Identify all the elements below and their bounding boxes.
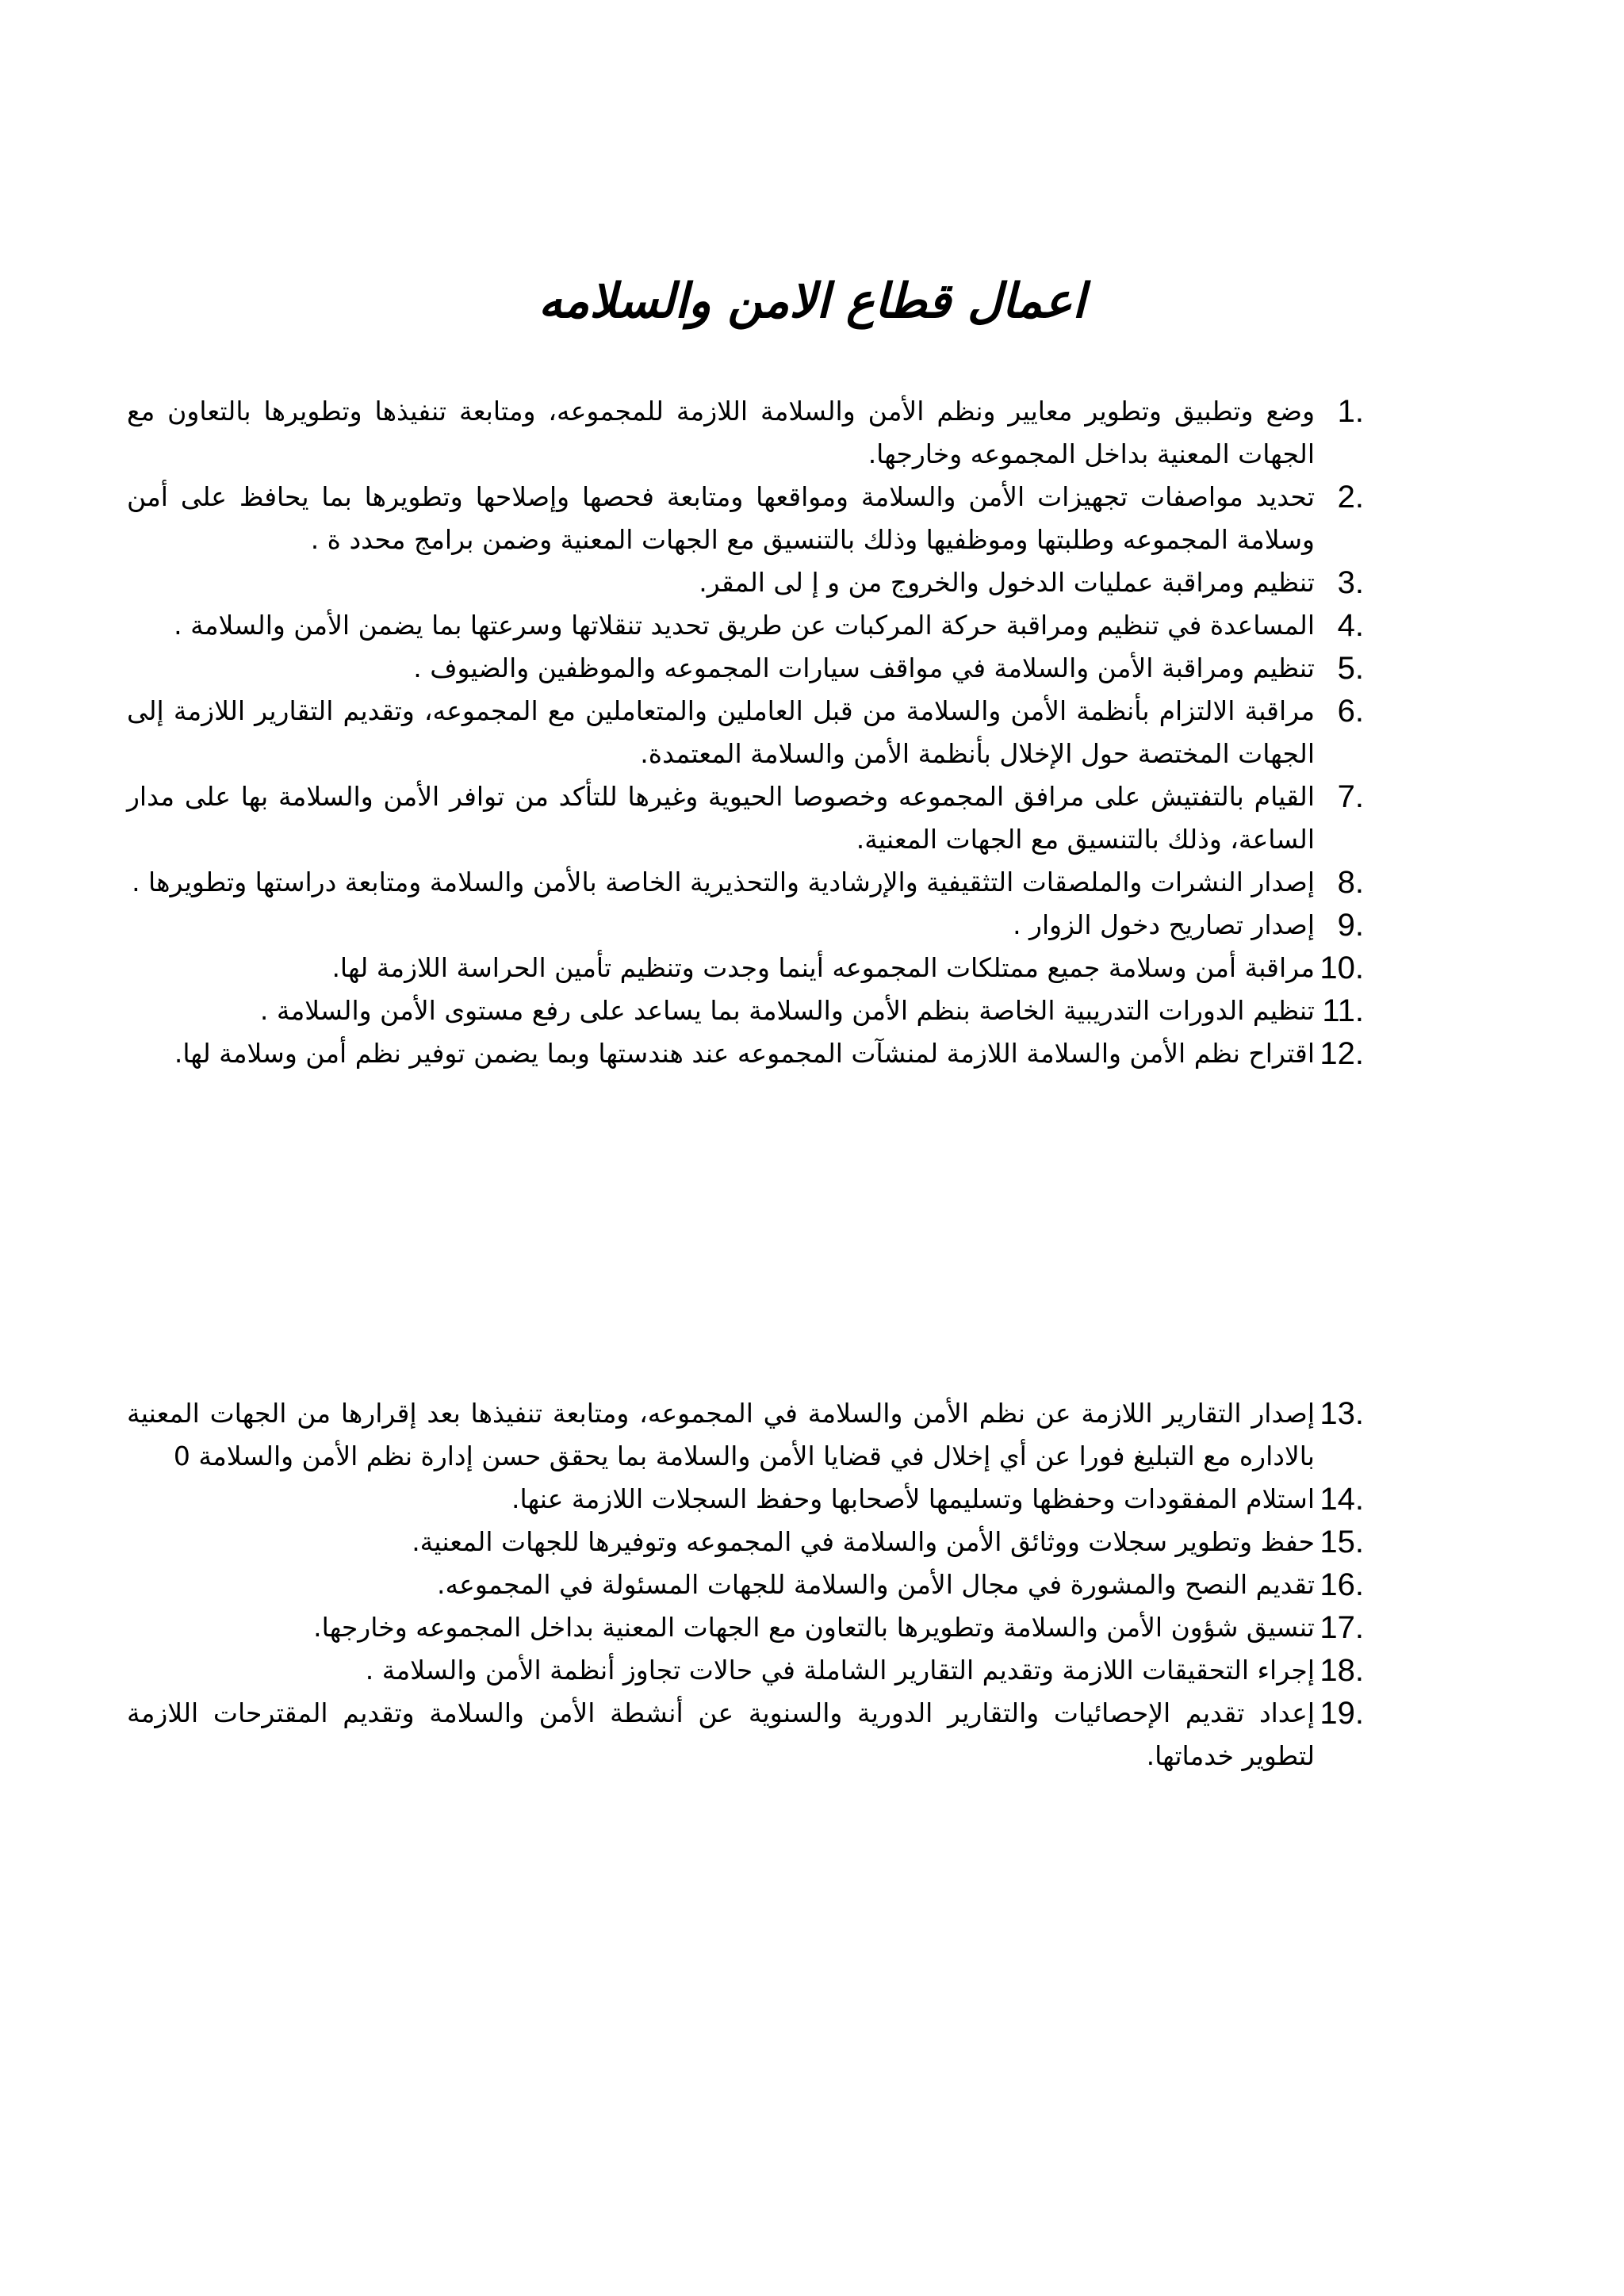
item-text: تنظيم الدورات التدريبية الخاصة بنظم الأمن والسلامة بما يساعد على رفع مستوى الأمن والسلامة . bbox=[259, 995, 1315, 1026]
item-text: اقتراح نظم الأمن والسلامة اللازمة لمنشآت المجموعه عند هندستها وبما يضمن توفير نظم أمن وسلامة لها. bbox=[174, 1038, 1315, 1069]
item-text: وضع وتطبيق وتطوير معايير ونظم الأمن والسلامة اللازمة للمجموعه، ومتابعة تنفيذها وتطويرها بالتعاون مع الجهات المعنية بداخل المجموعه وخارجها. bbox=[127, 396, 1315, 469]
list-item bbox=[127, 390, 1364, 476]
item-text: مراقبة أمن وسلامة جميع ممتلكات المجموعه أينما وجدت وتنظيم تأمين الحراسة اللازمة لها. bbox=[331, 952, 1315, 983]
item-number: 10. bbox=[1320, 951, 1364, 985]
item-text: إصدار تصاريح دخول الزوار . bbox=[1013, 909, 1315, 940]
item-number: 17. bbox=[1320, 1610, 1364, 1645]
list-item bbox=[127, 647, 1364, 690]
item-text: القيام بالتفتيش على مرافق المجموعه وخصوصا الحيوية وغيرها للتأكد من توافر الأمن والسلامة بها على مدار الساعة، وذلك بالتنسيق مع الجهات المعنية. bbox=[127, 781, 1315, 855]
item-text: إعداد تقديم الإحصائيات والتقارير الدورية والسنوية عن أنشطة الأمن والسلامة وتقديم المقترحات اللازمة لتطوير خدماتها. bbox=[127, 1697, 1315, 1771]
list-item bbox=[127, 1563, 1364, 1606]
list-item bbox=[127, 1478, 1364, 1521]
list-item bbox=[127, 1392, 1364, 1478]
item-number: 2. bbox=[1337, 480, 1364, 515]
item-text: تنسيق شؤون الأمن والسلامة وتطويرها بالتعاون مع الجهات المعنية بداخل المجموعه وخارجها. bbox=[313, 1612, 1315, 1643]
list-item bbox=[127, 476, 1364, 561]
list-item bbox=[127, 775, 1364, 861]
item-number: 1. bbox=[1337, 394, 1364, 429]
item-number: 13. bbox=[1320, 1396, 1364, 1431]
item-text: تنظيم ومراقبة عمليات الدخول والخروج من و إ لى المقر. bbox=[699, 567, 1315, 598]
list-item bbox=[127, 1649, 1364, 1692]
list-item bbox=[127, 1606, 1364, 1649]
list-item bbox=[127, 604, 1364, 647]
item-number: 14. bbox=[1320, 1482, 1364, 1517]
list-item bbox=[127, 1692, 1364, 1777]
item-number: 4. bbox=[1337, 608, 1364, 643]
page-title: اعمال قطاع الامن والسلامه bbox=[538, 274, 1086, 329]
item-text: المساعدة في تنظيم ومراقبة حركة المركبات عن طريق تحديد تنقلاتها وسرعتها بما يضمن الأمن والسلامة . bbox=[174, 610, 1315, 641]
item-text: استلام المفقودات وحفظها وتسليمها لأصحابها وحفظ السجلات اللازمة عنها. bbox=[511, 1483, 1315, 1514]
item-number: 8. bbox=[1337, 865, 1364, 900]
item-text: مراقبة الالتزام بأنظمة الأمن والسلامة من قبل العاملين والمتعاملين مع المجموعه، وتقديم التقارير اللازمة إلى الجهات المختصة حول الإخلال بأنظمة الأمن والسلامة المعتمدة. bbox=[127, 695, 1315, 769]
item-number: 7. bbox=[1337, 779, 1364, 814]
item-number: 11. bbox=[1322, 993, 1364, 1028]
item-text: إصدار التقارير اللازمة عن نظم الأمن والسلامة في المجموعه، ومتابعة تنفيذها بعد إقرارها من الجهات المعنية بالاداره مع التبليغ فورا عن أي إخلال في قضايا الأمن والسلامة بما يحقق حسن إدارة نظم الأمن والسلامة 0 bbox=[127, 1398, 1315, 1471]
item-text: تنظيم ومراقبة الأمن والسلامة في مواقف سيارات المجموعه والموظفين والضيوف . bbox=[413, 652, 1315, 683]
list-item bbox=[127, 561, 1364, 604]
list-item bbox=[127, 904, 1364, 947]
item-number: 15. bbox=[1320, 1525, 1364, 1559]
duties-list-part-2 bbox=[127, 1392, 1364, 1777]
list-item bbox=[127, 1521, 1364, 1563]
item-number: 3. bbox=[1337, 565, 1364, 600]
item-number: 19. bbox=[1320, 1696, 1364, 1731]
item-number: 18. bbox=[1320, 1653, 1364, 1688]
item-number: 6. bbox=[1337, 694, 1364, 729]
list-item bbox=[127, 989, 1364, 1032]
list-item bbox=[127, 690, 1364, 775]
duties-list-part-1 bbox=[127, 390, 1364, 1075]
item-text: إصدار النشرات والملصقات التثقيفية والإرشادية والتحذيرية الخاصة بالأمن والسلامة ومتابعة دراستها وتطويرها . bbox=[132, 867, 1315, 897]
item-number: 5. bbox=[1337, 651, 1364, 686]
item-number: 9. bbox=[1337, 908, 1364, 943]
item-number: 12. bbox=[1320, 1036, 1364, 1071]
item-text: تقديم النصح والمشورة في مجال الأمن والسلامة للجهات المسئولة في المجموعه. bbox=[436, 1569, 1315, 1600]
item-number: 16. bbox=[1320, 1567, 1364, 1602]
item-text: حفظ وتطوير سجلات ووثائق الأمن والسلامة في المجموعه وتوفيرها للجهات المعنية. bbox=[412, 1526, 1315, 1557]
list-item bbox=[127, 947, 1364, 989]
list-item bbox=[127, 861, 1364, 904]
item-text: إجراء التحقيقات اللازمة وتقديم التقارير الشاملة في حالات تجاوز أنظمة الأمن والسلامة . bbox=[365, 1655, 1315, 1686]
item-text: تحديد مواصفات تجهيزات الأمن والسلامة ومواقعها ومتابعة فحصها وإصلاحها وتطويرها بما يحافظ على أمن وسلامة المجموعه وطلبتها وموظفيها وذلك بالتنسيق مع الجهات المعنية وضمن برامج محدد ة . bbox=[127, 481, 1315, 555]
list-item bbox=[127, 1032, 1364, 1075]
